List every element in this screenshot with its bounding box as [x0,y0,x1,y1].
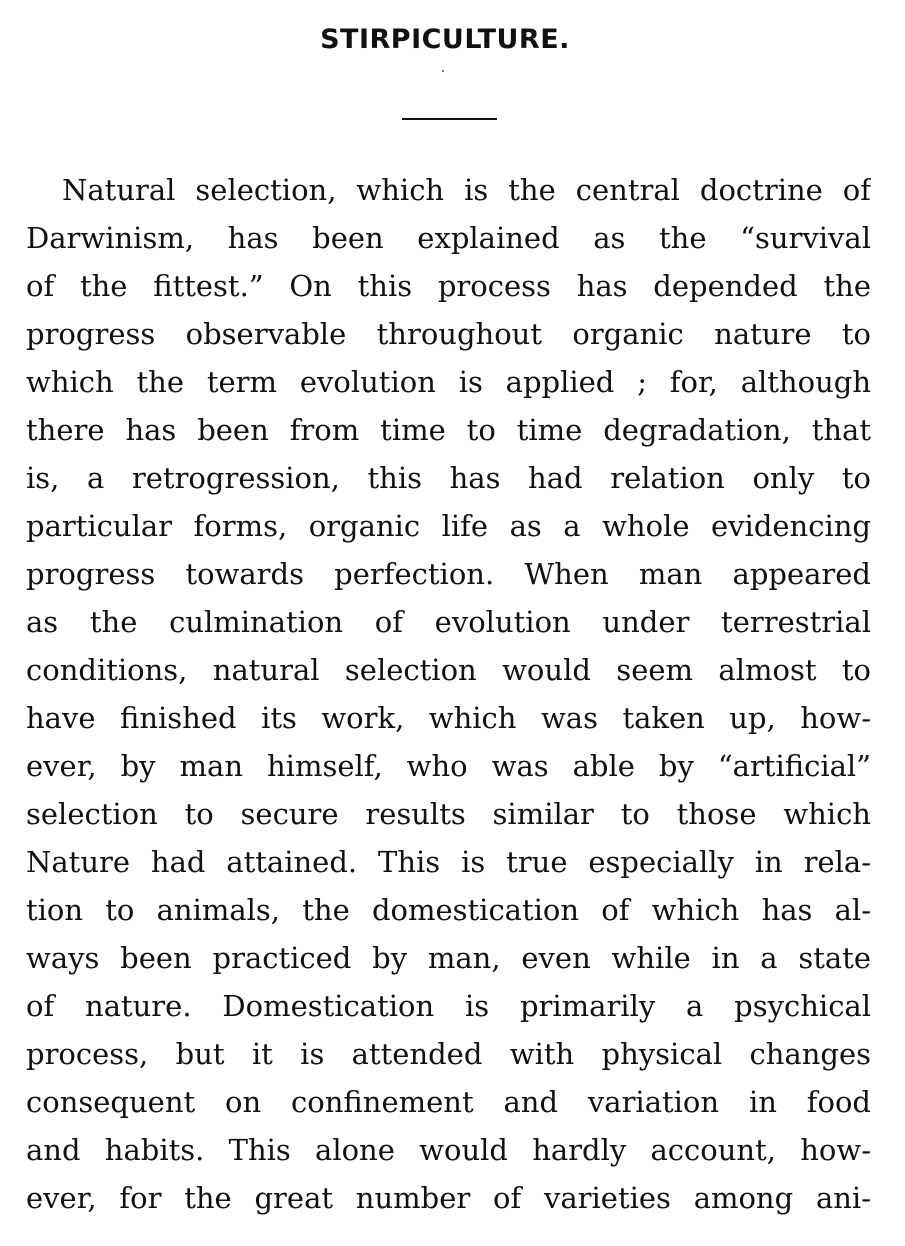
text-line: ever, for the great number of varieties among ani- [26,1181,871,1215]
text-line: progress towards perfection. When man appeared [26,557,871,591]
text-line: particular forms, organic life as a whole evidencing [26,509,871,543]
text-line: of nature. Domestication is primarily a psychical [26,989,871,1023]
text-line: Darwinism, has been explained as the “survival [26,221,871,255]
text-line: as the culmination of evolution under terrestrial [26,605,871,639]
text-line: there has been from time to time degradation, that [26,413,871,447]
text-line: Natural selection, which is the central doctrine of [62,173,871,207]
body-text [26,166,871,1222]
text-line: consequent on confinement and variation in food [26,1085,871,1119]
text-line: ways been practiced by man, even while in a state [26,941,871,975]
text-line: tion to animals, the domestication of which has al- [26,893,871,927]
text-line: conditions, natural selection would seem almost to [26,653,871,687]
text-line: and habits. This alone would hardly account, how- [26,1133,871,1167]
text-line: Nature had attained. This is true especially in rela- [26,845,871,879]
text-line: process, but it is attended with physical changes [26,1037,871,1071]
text-line: of the fittest.” On this process has depended the [26,269,871,303]
text-line: is, a retrogression, this has had relation only to [26,461,871,495]
print-speck [442,70,444,72]
text-line: progress observable throughout organic nature to [26,317,871,351]
chapter-title: STIRPICULTURE. [320,24,570,55]
text-line: which the term evolution is applied ; for, although [26,365,871,399]
text-line: selection to secure results similar to those which [26,797,871,831]
title-rule [402,118,497,120]
text-line: ever, by man himself, who was able by “artificial” [26,749,871,783]
text-line: have finished its work, which was taken up, how- [26,701,871,735]
